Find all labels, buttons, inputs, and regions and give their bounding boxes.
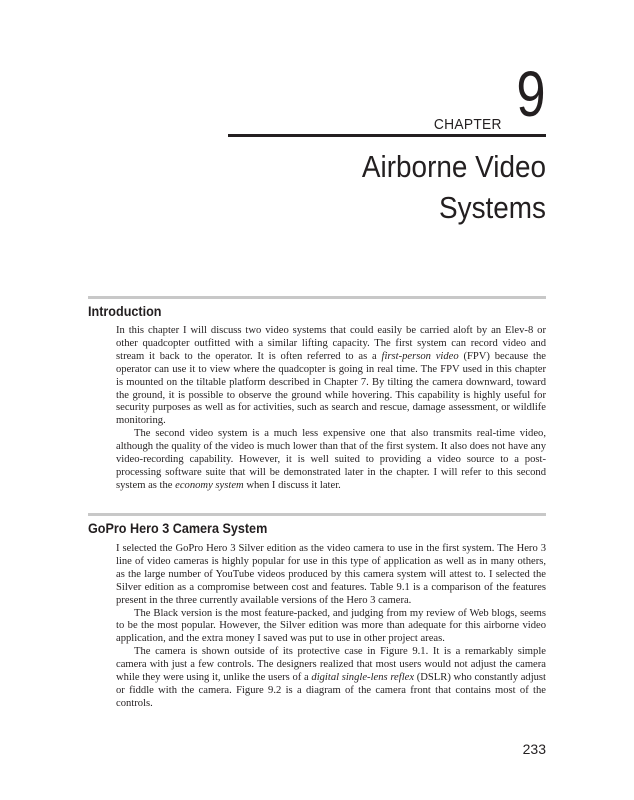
emphasis-term: first-person video [381, 350, 459, 362]
section-heading-gopro: GoPro Hero 3 Camera System [88, 520, 268, 536]
chapter-rule [228, 134, 546, 137]
chapter-title-line-1: Airborne Video [361, 149, 546, 184]
section-heading-introduction: Introduction [88, 303, 162, 319]
section-rule-gopro [88, 513, 546, 516]
section-body-gopro [116, 543, 546, 711]
emphasis-term: economy system [175, 479, 244, 491]
paragraph: The second video system is a much less expensive one that also transmits real-time video, although the quality of the video is much lower than that of the first system. It also does not have any video-recording capability. However, it is well suited to providing a video source to a post-processing software suite that will be demonstrated later in the chapter. I will refer to this second system as the economy system when I discuss it later. [116, 428, 546, 491]
page-number: 233 [522, 741, 546, 757]
paragraph: The Black version is the most feature-packed, and judging from my review of Web blogs, seems to be the most popular. However, the Silver edition was more than adequate for this airborne video application, and the extra money I saved was put to use in other project areas. [116, 607, 546, 645]
paragraph: In this chapter I will discuss two video systems that could easily be carried aloft by an Elev-8 or other quadcopter outfitted with a similar lifting capacity. The first system can record video and stream it back to the operator. It is often referred to as a first-person video (FPV) because the operator can use it to view where the quadcopter is going in real time. The FPV used in this chapter is mounted on the tiltable platform described in Chapter 7. By tilting the camera downward, toward the ground, it is possible to observe the ground while hovering. This capability is highly useful for security purposes as well as for activities, such as search and rescue, damage assessment, or wildlife monitoring. [116, 325, 546, 427]
paragraph: The camera is shown outside of its protective case in Figure 9.1. It is a remarkably simple camera with just a few controls. The designers realized that most users would not adjust the camera while they were using it, unlike the users of a digital single-lens reflex (DSLR) who constantly adjust or fiddle with the camera. Figure 9.2 is a diagram of the camera front that contains most of the controls. [116, 646, 546, 709]
chapter-header [228, 58, 546, 136]
emphasis-term: digital single-lens reflex [311, 672, 415, 684]
paragraph: I selected the GoPro Hero 3 Silver edition as the video camera to use in the first system. The Hero 3 line of video cameras is highly popular for use in this type of application as well as in many others, as the large number of YouTube videos produced by this camera system will attest to. I selected the Silver edition as a compromise between cost and features. Table 9.1 is a comparison of the features present in the three currently available versions of the Hero 3 camera. [116, 543, 546, 606]
chapter-label: CHAPTER [434, 116, 502, 133]
chapter-title [258, 146, 546, 228]
section-body-introduction [116, 325, 546, 493]
section-rule-introduction [88, 296, 546, 299]
chapter-title-line-2: Systems [439, 190, 546, 225]
chapter-number: 9 [516, 58, 546, 130]
